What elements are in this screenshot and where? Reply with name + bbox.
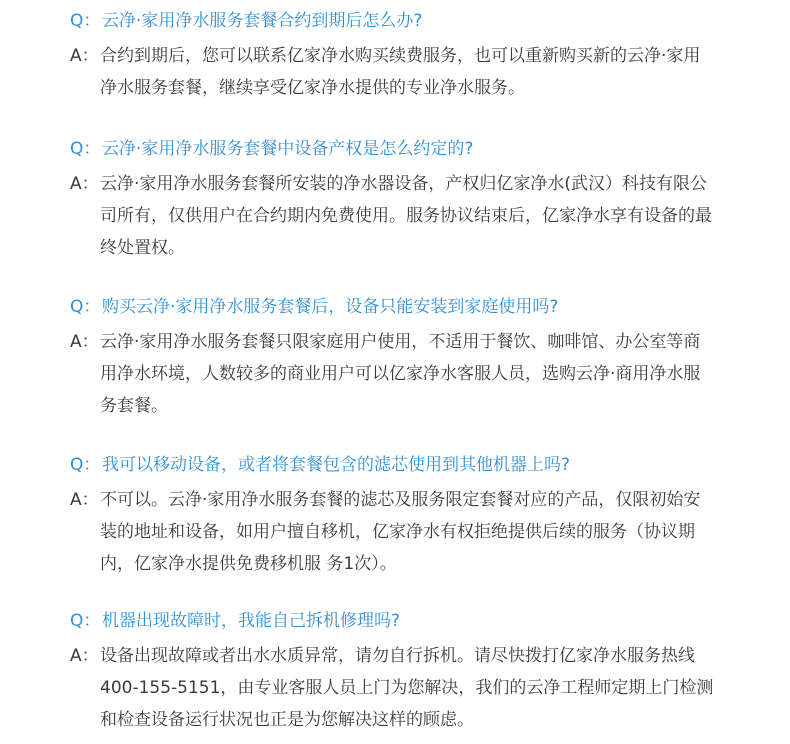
answer-line: 设备出现故障或者出水水质异常，请勿自行拆机。请尽快拨打亿家净水服务热线 [100,646,695,666]
answer-prefix: A： [70,490,99,510]
answer-prefix: A： [70,46,99,66]
answer-line: 云净·家用净水服务套餐所安装的净水器设备，产权归亿家净水(武汉）科技有限公 [100,174,708,194]
faq-question [70,292,558,322]
question-text: 购买云净·家用净水服务套餐后，设备只能安装到家庭使用吗? [102,297,559,317]
question-prefix: Q： [70,455,101,475]
answer-prefix: A： [70,174,99,194]
answer-line: 和检查设备运行状况也正是为您解决这样的顾虑。 [100,710,474,730]
answer-line: 净水服务套餐，继续享受亿家净水提供的专业净水服务。 [100,78,525,98]
faq-question [70,134,473,164]
faq-question [70,6,422,36]
answer-line: 用净水环境，人数较多的商业用户可以亿家净水客服人员，选购云净·商用净水服 [100,364,701,384]
answer-line: 终处置权。 [100,238,185,258]
question-text: 我可以移动设备，或者将套餐包含的滤芯使用到其他机器上吗? [102,455,571,475]
question-prefix: Q： [70,139,101,159]
answer-line: 合约到期后，您可以联系亿家净水购买续费服务，也可以重新购买新的云净·家用 [100,46,701,66]
question-prefix: Q： [70,297,101,317]
answer-prefix: A： [70,332,99,352]
question-prefix: Q： [70,11,101,31]
question-text: 机器出现故障时，我能自己拆机修理吗? [102,611,401,631]
answer-line: 不可以。云净·家用净水服务套餐的滤芯及服务限定套餐对应的产品，仅限初始安 [100,490,701,510]
faq-question [70,450,570,480]
answer-line: 云净·家用净水服务套餐只限家庭用户使用，不适用于餐饮、咖啡馆、办公室等商 [100,332,701,352]
faq-question [70,606,400,636]
answer-line: 400-155-5151，由专业客服人员上门为您解决，我们的云净工程师定期上门检测 [100,678,714,698]
question-text: 云净·家用净水服务套餐合约到期后怎么办? [102,11,423,31]
answer-line: 内，亿家净水提供免费移机服 务1次）。 [100,554,397,574]
answer-line: 装的地址和设备，如用户擅自移机，亿家净水有权拒绝提供后续的服务（协议期 [100,522,695,542]
answer-prefix: A： [70,646,99,666]
answer-line: 务套餐。 [100,396,168,416]
answer-line: 司所有，仅供用户在合约期内免费使用。服务协议结束后，亿家净水享有设备的最 [100,206,712,226]
question-prefix: Q： [70,611,101,631]
question-text: 云净·家用净水服务套餐中设备产权是怎么约定的? [102,139,474,159]
